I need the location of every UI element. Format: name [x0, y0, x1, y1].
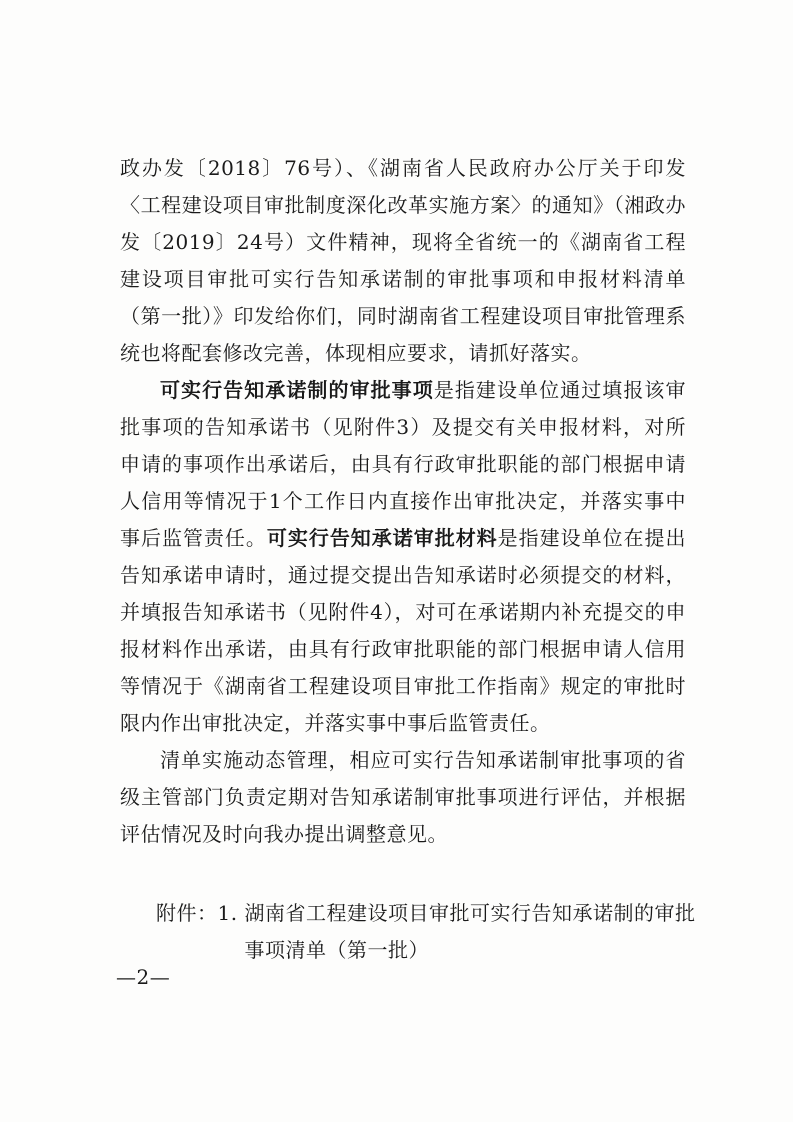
definition-approval-materials: 是指建设单位在提出告知承诺申请时，通过提交提出告知承诺时必须提交的材料，并填报告知承诺书（见附件4），对可在承诺期内补充提交的申报材料作出承诺，由具有行政审批职能的部门根据申请人信用等情况于《湖南省工程建设项目审批工作指南》规定的审批时限内作出审批决定，并落实事中事后监管责任。: [120, 526, 687, 735]
attachment-label: 附件：: [156, 901, 218, 925]
paragraph-continuation: 政办发〔2018〕76号）、《湖南省人民政府办公厅关于印发〈工程建设项目审批制度深化改革实施方案〉的通知》（湘政办发〔2019〕24号）文件精神，现将全省统一的《湖南省工程建设项目审批可实行告知承诺制的审批事项和申报材料清单（第一批）》印发给你们，同时湖南省工程建设项目审批管理系统也将配套修改完善，体现相应要求，请抓好落实。: [120, 156, 686, 365]
term-approval-materials: 可实行告知承诺审批材料: [266, 526, 498, 550]
document-body: [120, 150, 686, 853]
attachment-title: 湖南省工程建设项目审批可实行告知承诺制的审批事项清单（第一批）: [244, 901, 696, 962]
paragraph-definitions: [120, 372, 686, 742]
attachment-item: [156, 895, 696, 969]
paragraph-dynamic-management: 清单实施动态管理，相应可实行告知承诺制审批事项的省级主管部门负责定期对告知承诺制审批事项进行评估，并根据评估情况及时向我办提出调整意见。: [120, 748, 686, 846]
attachment-number: 1.: [217, 901, 245, 925]
page-number: —2—: [116, 965, 171, 989]
term-approval-items: 可实行告知承诺制的审批事项: [160, 378, 434, 402]
definition-approval-items: 是指建设单位通过填报该审批事项的告知承诺书（见附件3）及提交有关申报材料，对所申请的事项作出承诺后，由具有行政审批职能的部门根据申请人信用等情况于1个工作日内直接作出审批决定，并落实事中事后监管责任。: [120, 378, 686, 550]
attachment-list: [156, 895, 696, 969]
